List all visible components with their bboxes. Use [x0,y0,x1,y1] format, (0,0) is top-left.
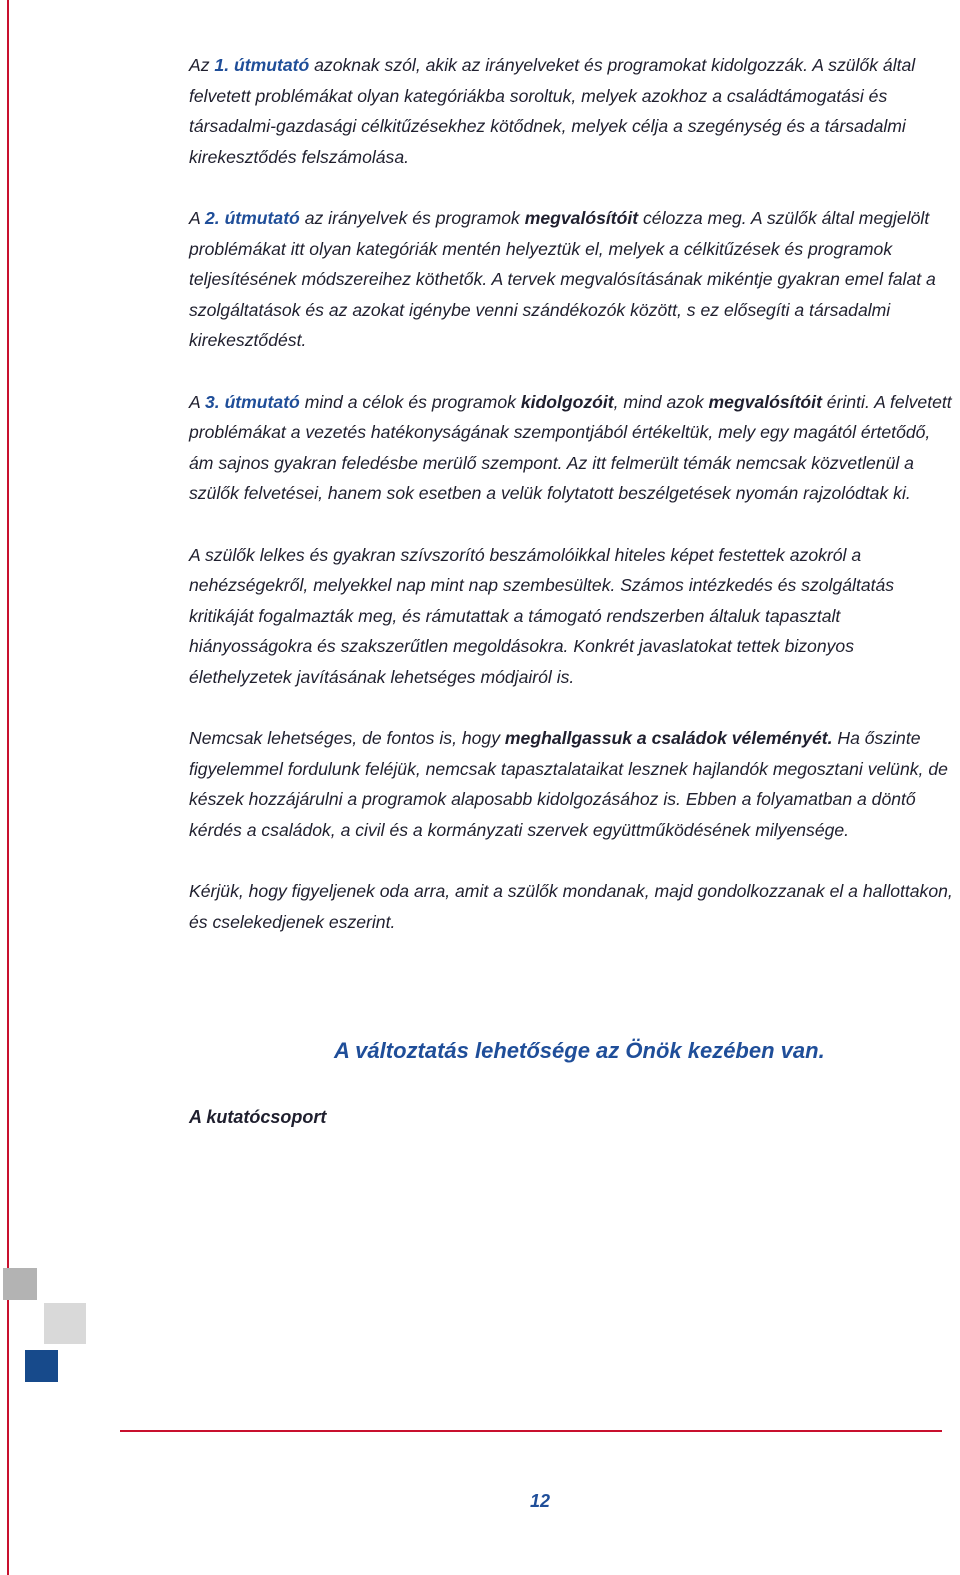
paragraph-guide-2 [189,203,959,356]
text-run: A [189,208,205,228]
paragraph-listen-families [189,723,959,845]
text-run: Ha őszinte figyelemmel fordulunk feléjük, nemcsak tapasztalataikat lesznek hajlandók megosztani velünk, de készek hozzájárulni a programok alaposabb kidolgozásához is. Ebben a folyamatban a döntő kérdés a családok, a civil és a kormányzati szervek együttműködésének milyensége. [189,728,948,840]
footer-rule [120,1430,942,1432]
emphasis: kidolgozóit [520,391,614,412]
page-number: 12 [529,1491,551,1511]
signature: A kutatócsoport [189,1107,327,1127]
paragraph-guide-3 [189,387,959,509]
text-run: célozza meg. A szülők által megjelölt problémákat itt olyan kategóriák mentén helyeztük el, melyek a célkitűzések és programok teljesítésének módszereihez köthetők. A tervek megvalósításának mikéntje gyakran emel falat a szolgáltatások és az azokat igénybe venni szándékozók között, s ez elősegíti a társadalmi kirekesztődést. [189,208,936,350]
text-run: Kérjük, hogy figyeljenek oda arra, amit a szülők mondanak, majd gondolkozzanak el a hallottakon, és cselekedjenek eszerint. [189,881,953,932]
text-run: az irányelvek és programok [299,208,525,228]
guide-number: 2. [204,208,220,228]
emphasis: megvalósítóit [524,208,639,228]
text-run: mind a célok és programok [299,391,521,412]
emphasis: meghallgassuk a családok véleményét. [504,728,833,748]
body-text [189,50,959,968]
guide-number: 3. [204,391,220,412]
text-run: Az [189,55,215,75]
left-margin-rule [7,0,9,1575]
text-run: érinti. A felvetett problémákat a vezetés hatékonyságának szempontjából értékeltük, mely egy magától értetődő, ám sajnos gyakran feledésbe merülő szempont. Az itt felmerült témák nemcsak közvetlenül a szülők felvetései, hanem sok esetben a velük folytatott beszélgetések nyomán rajzolódtak ki. [189,391,952,503]
text-run: A szülők lelkes és gyakran szívszorító beszámolóikkal hiteles képet festettek azokról a nehézségekről, melyekkel nap mint nap szembesültek. Számos intézkedés és szolgáltatás kritikáját fogalmazták meg, és rámutattak a támogató rendszerben általuk tapasztalt hiányosságokra és szakszerűtlen megoldásokra. Konkrét javaslatokat tettek bizonyos élethelyzetek javításának lehetséges módjairól is. [189,544,895,687]
guide-keyword: útmutató [224,391,300,412]
motto-heading: A változtatás lehetősége az Önök kezében van. [334,1038,825,1063]
guide-keyword: útmutató [224,208,300,228]
paragraph-guide-1 [189,50,959,172]
decorative-square-light-gray [44,1303,86,1344]
paragraph-parents-accounts [189,540,959,693]
decorative-square-blue [25,1350,58,1382]
guide-keyword: útmutató [234,55,310,75]
text-run: , mind azok [613,391,709,412]
decorative-square-gray [3,1268,37,1300]
text-run: Nemcsak lehetséges, de fontos is, hogy [189,728,505,748]
text-run: azoknak szól, akik az irányelveket és programokat kidolgozzák. A szülők által felvetett problémákat olyan kategóriákba soroltuk, melyek azokhoz a családtámogatási és társadalmi-gazdasági célkitűzésekhez kötődnek, melyek célja a szegénység és a társadalmi kirekesztődés felszámolása. [189,55,916,167]
paragraph-request [189,876,959,937]
guide-number: 1. [214,55,230,75]
text-run: A [189,391,205,412]
emphasis: megvalósítóit [708,391,822,412]
